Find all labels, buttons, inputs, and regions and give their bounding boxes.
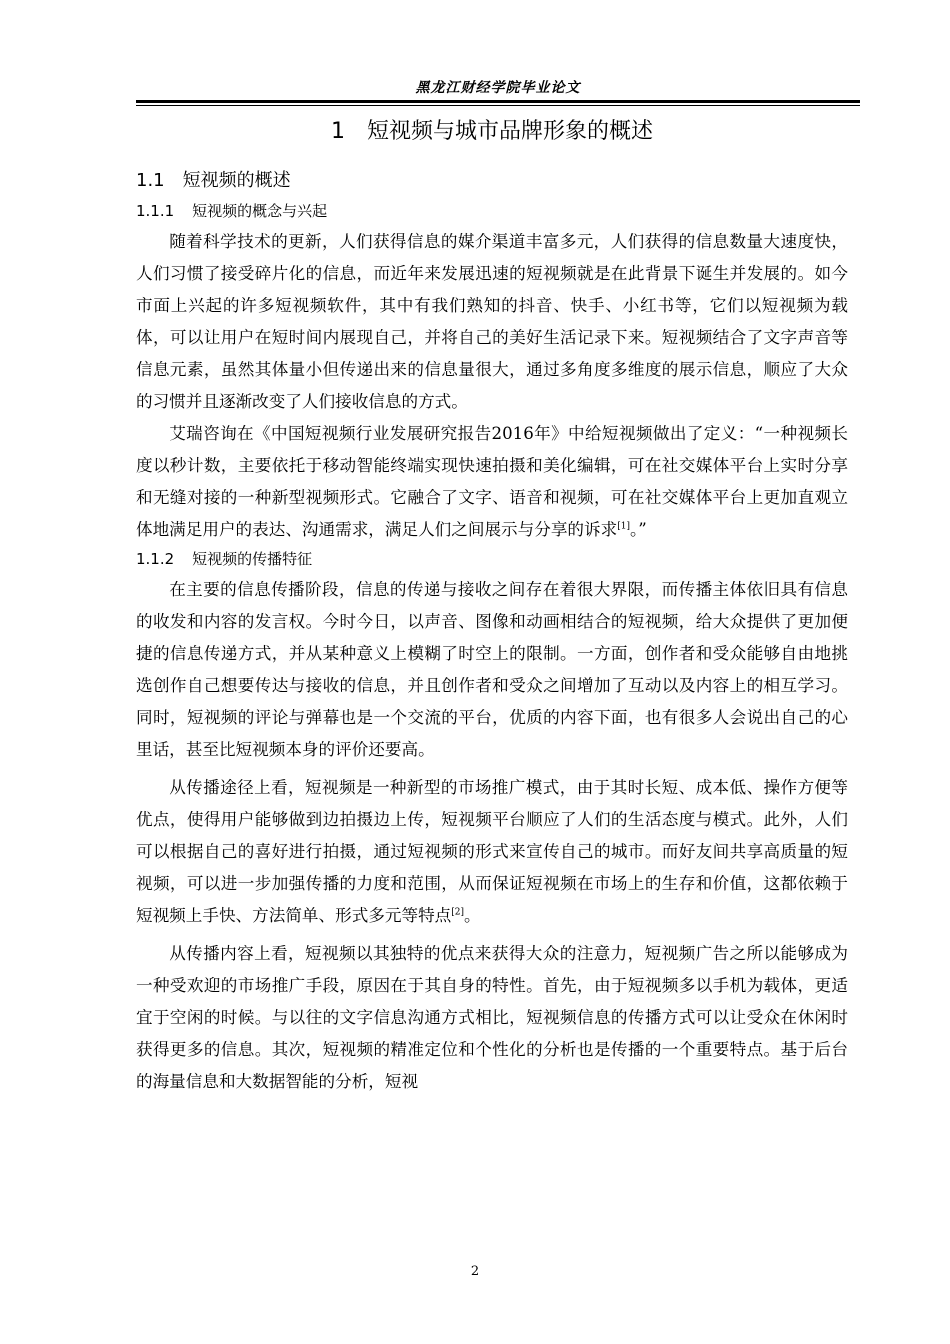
page-content [136,112,848,1098]
chapter-title-text: 短视频与城市品牌形象的概述 [366,119,653,144]
chapter-title [136,114,848,150]
paragraph-3: 在主要的信息传播阶段，信息的传递与接收之间存在着很大界限，而传播主体依旧具有信息的收发和内容的发言权。今时今日，以声音、图像和动画相结合的短视频，给大众提供了更加便捷的信息传递方式，并从某种意义上模糊了时空上的限制。一方面，创作者和受众能够自由地挑选创作自己想要传达与接收的信息，并且创作者和受众之间增加了互动以及内容上的相互学习。同时，短视频的评论与弹幕也是一个交流的平台，优质的内容下面，也有很多人会说出自己的心里话，甚至比短视频本身的评价还要高。 [136,580,848,759]
page-header: 黑龙江财经学院毕业论文 [415,80,581,96]
paragraph-1: 随着科学技术的更新，人们获得信息的媒介渠道丰富多元，人们获得的信息数量大速度快，人们习惯了接受碎片化的信息，而近年来发展迅速的短视频就是在此背景下诞生并发展的。如今市面上兴起的许多短视频软件，其中有我们熟知的抖音、快手、小红书等，它们以短视频为载体，可以让用户在短时间内展现自己，并将自己的美好生活记录下来。短视频结合了文字声音等信息元素，虽然其体量小但传递出来的信息量很大，通过多角度多维度的展示信息，顺应了大众的习惯并且逐渐改变了人们接收信息的方式。 [136,232,848,411]
citation-ref-2: [2] [451,907,465,918]
citation-ref-1: [1] [617,521,630,532]
chapter-number: 1 [330,119,345,144]
paragraph-2-tail: 。” [629,520,647,539]
paragraph-4-text: 从传播途径上看，短视频是一种新型的市场推广模式，由于其时长短、成本低、操作方便等优点，使得用户能够做到边拍摄边上传，短视频平台顺应了人们的生活态度与模式。此外，人们可以根据自己的喜好进行拍摄，通过短视频的形式来宣传自己的城市。而好友间共享高质量的短视频，可以进一步加强传播的力度和范围，从而保证短视频在市场上的生存和价值，这都依赖于短视频上手快、方法简单、形式多元等特点 [136,778,848,925]
header-rule-thin [136,105,860,106]
subsection-heading-1-1-2 [136,546,848,572]
subsection-number: 1.1.2 [136,550,175,568]
subsection-title: 短视频的传播特征 [192,550,313,568]
paragraph-2-text: 艾瑞咨询在《中国短视频行业发展研究报告2016年》中给短视频做出了定义：“一种视频长度以秒计数，主要依托于移动智能终端实现快速拍摄和美化编辑，可在社交媒体平台上实时分享和无缝对接的一种新型视频形式。它融合了文字、语音和视频，可在社交媒体平台上更加直观立体地满足用户的表达、沟通需求，满足人们之间展示与分享的诉求 [136,424,848,539]
paragraph-2 [136,418,848,546]
section-heading-1-1 [136,168,848,194]
subsection-heading-1-1-1 [136,198,848,224]
header-rule-thick [136,100,860,103]
section-number: 1.1 [136,170,165,191]
page-number: 2 [470,1264,480,1279]
paragraph-5: 从传播内容上看，短视频以其独特的优点来获得大众的注意力，短视频广告之所以能够成为一种受欢迎的市场推广手段，原因在于其自身的特性。首先，由于短视频多以手机为载体，更适宜于空闲的时候。与以往的文字信息沟通方式相比，短视频信息的传播方式可以让受众在休闲时获得更多的信息。其次，短视频的精准定位和个性化的分析也是传播的一个重要特点。基于后台的海量信息和大数据智能的分析，短视 [136,944,848,1091]
subsection-number: 1.1.1 [136,202,175,220]
subsection-title: 短视频的概念与兴起 [192,202,328,220]
section-title: 短视频的概述 [182,170,291,191]
paragraph-4 [136,772,848,932]
paragraph-4-tail: 。 [464,906,481,925]
